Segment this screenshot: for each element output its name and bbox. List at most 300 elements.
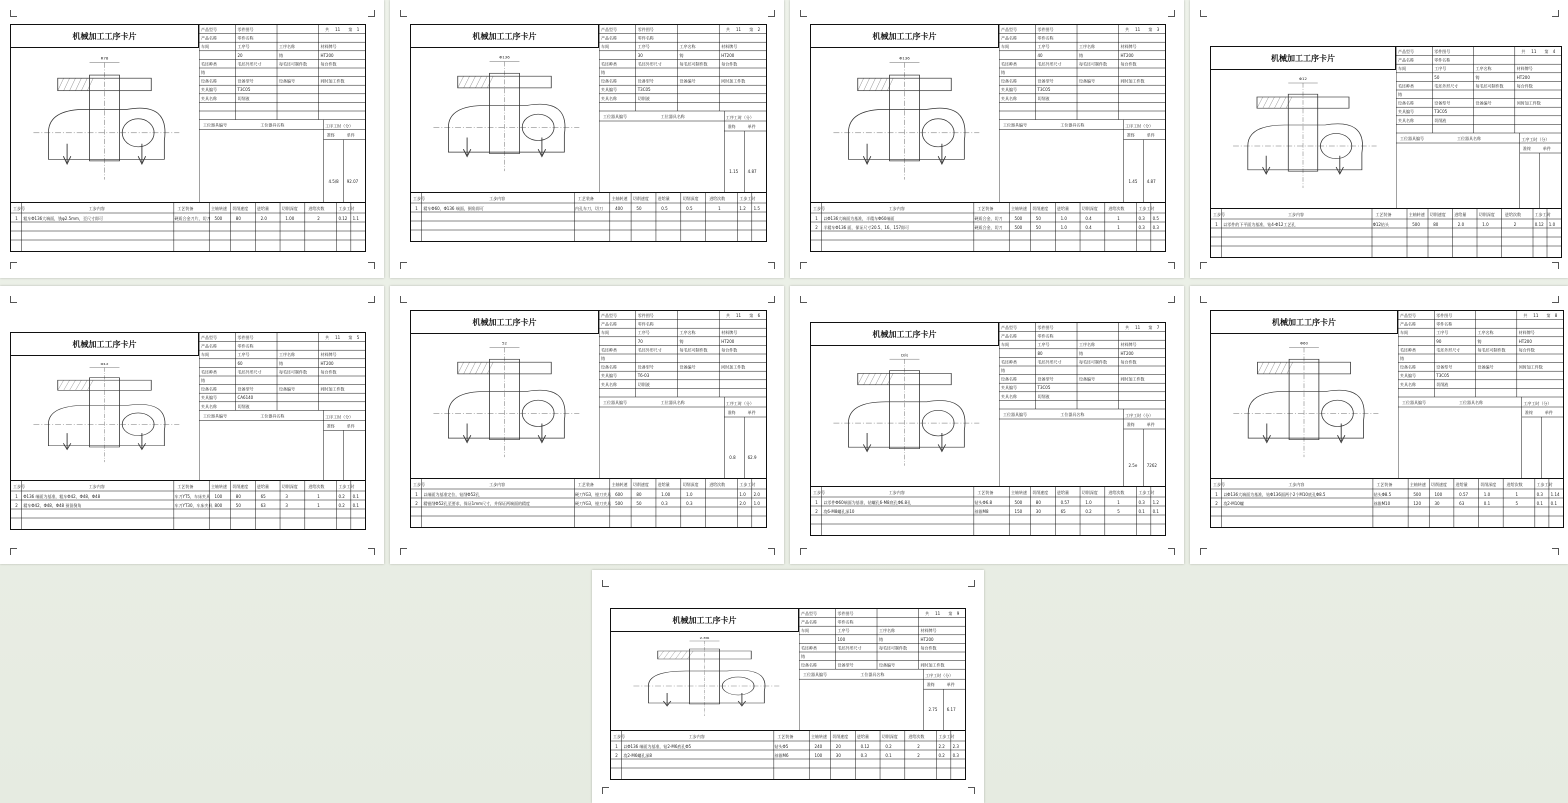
dimension-label: Φ60 (1299, 341, 1309, 346)
step-feed: 0.3 (860, 753, 867, 758)
step-depth: 1.0 (1482, 222, 1489, 227)
grid-cell: T6-03 (637, 373, 650, 379)
step-passes: 5 (1117, 509, 1120, 514)
step-time-1: 2.0 (739, 501, 746, 506)
card-title: 机械加工工序卡片 (411, 311, 599, 334)
step-content: 以Φ136大端面为基准，钻Φ136面两个2个M10底孔Φ8.5 (1223, 492, 1326, 497)
grid-cell: 工序号 (237, 352, 250, 358)
grid-cell: 切削液 (1436, 381, 1449, 387)
page-label: 第 (348, 335, 353, 340)
step-speed: 120 (1413, 501, 1422, 506)
step-passes: 2 (917, 744, 920, 749)
prep-time: 准终 (1523, 146, 1532, 151)
grid-cell: HT200 (320, 52, 334, 58)
steptime-header: 工步工时 (1536, 482, 1553, 487)
cutting-header: 切削速度 (632, 482, 649, 487)
grid-cell: 每毛坯可制件数 (1079, 61, 1108, 67)
grid-cell: 车间 (601, 44, 609, 50)
prep-time: 准终 (727, 124, 736, 129)
grid-cell: 铸 (1001, 70, 1005, 75)
grid-cell: 切削液 (637, 381, 650, 387)
feed-header: 进给量 (257, 484, 270, 489)
page-thumbnail[interactable] (790, 0, 1184, 278)
crop-mark-icon (1552, 548, 1559, 555)
prep-value: 1.45 (1128, 179, 1138, 184)
grid-cell: 铸 (279, 360, 284, 366)
step-equip-header: 工艺装备 (177, 206, 194, 211)
step-content: 攻2-M6螺孔深8 (623, 753, 652, 758)
grid-cell: 工序名称 (1079, 44, 1096, 50)
process-card (610, 608, 966, 780)
station-tool-name: 工位器具名称 (1060, 412, 1085, 417)
step-equip: 车刀YT30，车床夹具 (174, 503, 213, 508)
total-label: 共 (325, 27, 330, 32)
steptime-header: 工步工时 (739, 196, 756, 201)
grid-cell: 产品型号 (1001, 325, 1017, 330)
page-label: 第 (1148, 27, 1153, 32)
grid-cell: 设备型号 (637, 78, 654, 84)
prep-time: 准终 (326, 423, 335, 429)
grid-cell: 设备编号 (1079, 376, 1096, 382)
grid-cell: 工序号 (237, 44, 250, 50)
grid-cell: 铸 (1001, 368, 1005, 373)
unit-value: 62.9 (747, 455, 757, 460)
step-speed: 500 (1014, 500, 1023, 505)
station-tool-name: 工位器具名称 (1459, 400, 1484, 405)
step-content: 半精车Φ136 面，保证尺寸20.5、16、157即可 (823, 225, 910, 230)
part-drawing-icon (433, 62, 579, 172)
grid-cell: 工序号 (637, 330, 650, 336)
passes-header: 进给次数 (1505, 212, 1521, 217)
step-time-2: 2.3 (952, 744, 959, 749)
grid-cell: 夹具编号 (601, 373, 617, 379)
step-no-header: 工步号 (1213, 212, 1225, 217)
page-label: 第 (348, 27, 353, 32)
page-number: 2 (757, 27, 761, 32)
crop-mark-icon (768, 262, 775, 269)
grid-cell: 工序名称 (679, 330, 696, 336)
grid-cell: HT200 (920, 636, 934, 642)
grid-cell: 切削液 (1434, 117, 1447, 123)
grid-cell: 工序号 (637, 44, 650, 50)
grid-cell: 设备编号 (1477, 364, 1494, 370)
grid-cell: 材料牌号 (1516, 66, 1533, 72)
step-depth: 0.1 (1483, 501, 1491, 506)
grid-cell: 车间 (201, 352, 209, 358)
time-quota: 工序工时（分） (1523, 401, 1552, 406)
grid-cell: 同时加工件数 (721, 78, 746, 84)
grid-cell: 100 (837, 636, 846, 642)
step-speed: 150 (1014, 509, 1023, 514)
crop-mark-icon (602, 787, 609, 794)
page-thumbnail[interactable] (0, 286, 384, 564)
step-time-1: 0.2 (338, 494, 345, 499)
step-time-2: 0.1 (1152, 509, 1159, 514)
unit-time: 单件 (1542, 146, 1551, 151)
process-info-grid (999, 323, 1165, 487)
page-thumbnail[interactable] (0, 0, 384, 278)
station-tool-name: 工位器具名称 (260, 413, 285, 419)
grid-cell: HT200 (721, 52, 735, 58)
step-equip-header: 工艺装备 (177, 484, 194, 489)
prep-value: 1.15 (729, 169, 739, 174)
grid-cell: T3C05 (237, 87, 251, 93)
grid-cell: 产品名称 (1400, 321, 1416, 327)
unit-time: 单件 (946, 682, 955, 688)
crop-mark-icon (400, 10, 407, 17)
step-no: 2 (1215, 501, 1218, 506)
grid-cell: 50 (1434, 74, 1440, 80)
step-equip: 车刀YT5，车床夹具 (174, 494, 210, 499)
grid-cell: 工序名称 (679, 44, 696, 50)
step-no-header: 工步号 (1213, 482, 1225, 487)
dimension-label: R78 (100, 56, 109, 61)
grid-cell: 设备型号 (237, 78, 254, 84)
step-content: 以端面为基准定位，钻削Φ52孔 (423, 492, 480, 497)
cutting-header: 切削速度 (1032, 206, 1049, 211)
step-feed: 0.5 (661, 206, 668, 211)
step-feed: 2.0 (260, 216, 267, 221)
grid-cell: 夹具编号 (1400, 373, 1416, 379)
step-time-2: 1.0 (1548, 222, 1556, 227)
grid-cell: 每毛坯可制件数 (279, 61, 308, 67)
crop-mark-icon (368, 296, 375, 303)
prep-time: 准终 (727, 410, 736, 415)
part-sketch (411, 47, 598, 193)
grid-cell: 工序名称 (1475, 66, 1492, 72)
grid-cell: 铸 (601, 70, 605, 75)
grid-cell: 每台件数 (320, 369, 337, 375)
step-no: 1 (615, 744, 618, 749)
cutting-header: 切削速度 (232, 484, 249, 489)
grid-cell: 材料牌号 (1120, 44, 1137, 50)
grid-cell: 铸 (801, 654, 805, 659)
unit-time: 单件 (346, 423, 355, 429)
total-pages: 11 (735, 313, 742, 318)
cutting-header: 切削速度 (1429, 212, 1446, 217)
step-vel: 50 (636, 501, 642, 506)
depth-header: 切削深度 (682, 482, 699, 487)
step-vel: 20 (835, 744, 841, 749)
grid-cell: 每台件数 (920, 645, 937, 651)
unit-value: 92.07 (346, 179, 359, 184)
step-vel: 50 (1035, 225, 1041, 230)
crop-mark-icon (602, 580, 609, 587)
step-time-2: 0.1 (352, 494, 359, 499)
crop-mark-icon (368, 548, 375, 555)
grid-cell: 工序号 (1037, 44, 1050, 50)
step-content: Φ136 端面为基准，粗车Φ42、Φ48、Φ48 (23, 494, 101, 499)
step-time-2: 1.0 (753, 501, 760, 506)
step-equip: Φ12钻头 (1372, 222, 1389, 227)
crop-mark-icon (368, 10, 375, 17)
grid-cell: 60 (237, 360, 243, 366)
unit-time: 单件 (1146, 132, 1155, 138)
passes-header: 进给次数 (1108, 206, 1125, 211)
step-equip: 钻头Φ5 (774, 744, 789, 749)
part-drawing-icon (1233, 348, 1378, 458)
step-speed: 100 (214, 494, 223, 499)
step-no-header: 工步号 (13, 206, 25, 211)
part-sketch (1211, 69, 1395, 209)
step-feed: 65 (1060, 509, 1066, 514)
grid-cell: 工序名称 (1079, 342, 1096, 348)
time-quota: 工序工时（分） (725, 115, 754, 120)
step-content: 攻2-M10螺 (1223, 501, 1244, 506)
step-passes: 1 (1117, 500, 1120, 505)
total-label: 共 (925, 611, 930, 616)
grid-cell: 产品型号 (1001, 27, 1017, 32)
step-no: 2 (815, 509, 818, 514)
part-sketch (11, 355, 198, 481)
feed-header: 进给量 (1057, 206, 1070, 211)
step-equip-header: 工艺装备 (977, 490, 994, 495)
step-equip: 钻头Φ8.5 (1373, 492, 1392, 497)
step-no: 2 (415, 501, 418, 506)
step-no-header: 工步号 (13, 484, 25, 489)
process-steps-table (411, 192, 766, 241)
dimension-label: 2-M6 (699, 636, 710, 640)
step-time-1: 0.3 (1138, 500, 1145, 505)
unit-time: 单件 (747, 410, 756, 415)
step-depth: 1.00 (285, 216, 295, 221)
grid-cell: 铸 (201, 378, 205, 383)
step-depth: 1.0 (686, 492, 693, 497)
process-card (10, 332, 366, 530)
step-no: 1 (415, 492, 418, 497)
total-label: 共 (1523, 313, 1528, 318)
page-thumbnail[interactable] (1190, 0, 1568, 278)
prep-value: 2.75 (928, 707, 938, 712)
feed-header: 进给量 (257, 206, 270, 211)
step-equip: 钻头Φ6.8 (974, 500, 993, 505)
crop-mark-icon (768, 548, 775, 555)
grid-cell: 毛坯外形尺寸 (1436, 347, 1461, 353)
grid-cell: 设备名称 (601, 364, 617, 370)
page-number: 8 (1554, 313, 1558, 318)
grid-cell: HT200 (721, 338, 735, 344)
part-sketch (1211, 333, 1397, 479)
step-time-2: 0.3 (952, 753, 959, 758)
prep-time: 准终 (1525, 410, 1534, 415)
process-steps-table (611, 730, 965, 779)
step-content: 精车Φ42、Φ48、Φ48 预留倒角 (23, 503, 82, 508)
step-content-header: 工步内容 (88, 206, 105, 211)
grid-cell: 材料牌号 (721, 44, 738, 50)
grid-cell: 夹具名称 (201, 403, 217, 409)
step-content: 精镗削Φ52孔至要求，保证1mm尺寸，并保证两端面的精度 (423, 501, 531, 506)
part-drawing-icon (633, 641, 779, 716)
step-speed: 800 (214, 503, 223, 508)
depth-header: 切削深度 (281, 484, 298, 489)
grid-cell: 零件图号 (1037, 27, 1054, 32)
step-feed: 0.57 (1459, 492, 1469, 497)
feed-header: 进给量 (1454, 212, 1467, 217)
spindle-header: 主轴转速 (611, 482, 628, 487)
time-quota: 工序工时（分） (1125, 413, 1154, 418)
process-steps-table (1211, 478, 1563, 527)
total-pages: 11 (1533, 313, 1539, 318)
step-feed: 1.00 (661, 492, 671, 497)
grid-cell: 同时加工件数 (721, 364, 746, 370)
grid-cell: 设备名称 (1398, 100, 1414, 106)
time-quota: 工序工时（分） (725, 401, 754, 406)
grid-cell: 产品名称 (201, 343, 217, 349)
step-time-1: 0.2 (338, 503, 345, 508)
grid-cell: 设备型号 (637, 364, 654, 370)
grid-cell: 产品名称 (201, 35, 217, 41)
crop-mark-icon (1168, 10, 1175, 17)
step-no: 2 (615, 753, 618, 758)
step-time-1: 0.3 (1138, 225, 1145, 230)
depth-header: 切削深度 (682, 196, 699, 201)
cutting-header: 切削速度 (1431, 482, 1447, 487)
grid-cell: 每台件数 (320, 61, 337, 67)
part-drawing-icon (833, 359, 979, 466)
grid-cell: 零件图号 (637, 313, 654, 318)
card-title: 机械加工工序卡片 (1211, 47, 1396, 70)
card-title: 机械加工工序卡片 (11, 25, 199, 48)
step-equip: 丝锥M8 (974, 509, 989, 514)
step-equip: 丝锥M6 (774, 753, 789, 758)
grid-cell: 同时加工件数 (320, 386, 345, 392)
grid-cell: 设备名称 (1001, 376, 1017, 382)
station-tool-no: 工位器具编号 (1003, 122, 1027, 128)
station-tool-no: 工位器具编号 (203, 413, 227, 419)
grid-cell: 工序名称 (279, 44, 296, 50)
grid-cell: 设备型号 (1037, 376, 1054, 382)
step-content-header: 工步内容 (489, 482, 506, 487)
step-time-2: 1.2 (1152, 500, 1159, 505)
step-time-2: 1.14 (1550, 492, 1560, 497)
step-content: 以零件的下平面为基准，钻4-Φ12工艺孔 (1223, 222, 1296, 227)
step-content-header: 工步内容 (1288, 212, 1304, 217)
grid-cell: 设备编号 (279, 78, 296, 84)
grid-cell: 设备编号 (679, 78, 696, 84)
grid-cell: 产品型号 (601, 27, 617, 32)
grid-cell: 每毛坯可制件数 (1475, 83, 1504, 89)
total-pages: 11 (1135, 27, 1141, 32)
step-feed: 2.0 (1457, 222, 1465, 227)
process-steps-table (811, 202, 1165, 251)
crop-mark-icon (800, 262, 807, 269)
grid-cell: 40 (1037, 52, 1043, 58)
step-equip-header: 工艺装备 (577, 196, 594, 201)
grid-cell: 每毛坯可制件数 (679, 61, 708, 67)
station-tool-no: 工位器具编号 (1400, 136, 1424, 141)
grid-cell: 车间 (201, 44, 209, 50)
step-feed: 1.0 (1060, 225, 1067, 230)
feed-header: 进给量 (657, 482, 670, 487)
step-passes: 1 (317, 494, 320, 499)
step-speed: 500 (1014, 216, 1023, 221)
page-number: 9 (956, 611, 960, 616)
passes-header: 进给次数 (308, 206, 325, 211)
page-thumbnail[interactable] (592, 570, 984, 803)
depth-header: 切削深度 (1081, 206, 1098, 211)
station-tool-no: 工位器具编号 (803, 672, 827, 678)
step-depth: 0.2 (885, 744, 892, 749)
page-thumbnail[interactable] (1190, 286, 1568, 564)
grid-cell: 每台件数 (721, 61, 738, 67)
step-depth: 3 (285, 494, 288, 499)
feed-header: 进给量 (857, 734, 870, 739)
page-thumbnail[interactable] (790, 286, 1184, 564)
step-vel: 50 (1035, 216, 1041, 221)
part-drawing-icon (1233, 83, 1377, 188)
step-vel: 80 (1035, 500, 1041, 505)
grid-cell: 工序名称 (879, 628, 896, 634)
dimension-label: Φ136 (499, 55, 510, 60)
step-depth: 0.3 (686, 501, 693, 506)
total-label: 共 (1125, 325, 1130, 330)
step-feed: 1.0 (1060, 216, 1067, 221)
grid-cell: 产品名称 (1398, 57, 1414, 63)
step-content: 粗车Φ136大端面，铣φ2.5mm，至尺寸即可 (23, 216, 103, 221)
crop-mark-icon (800, 548, 807, 555)
station-tool-name: 工位器具名称 (660, 114, 685, 119)
process-steps-table (1211, 208, 1561, 257)
depth-header: 切削深度 (1478, 212, 1495, 217)
crop-mark-icon (768, 10, 775, 17)
step-speed: 500 (1014, 225, 1023, 230)
passes-header: 进给次数 (709, 196, 726, 201)
grid-cell: 零件图号 (237, 27, 254, 32)
step-depth: 0.1 (885, 753, 892, 758)
grid-cell: 设备编号 (879, 662, 896, 668)
step-time-1: 0.2 (938, 753, 945, 758)
spindle-header: 主轴转速 (211, 484, 228, 489)
grid-cell: 车间 (1001, 44, 1009, 50)
step-depth: 3 (285, 503, 288, 508)
grid-cell: 产品名称 (1001, 35, 1017, 41)
grid-cell: 零件图号 (837, 611, 854, 616)
step-time-1: 1.0 (739, 492, 746, 497)
grid-cell: 毛坯种类 (801, 645, 817, 651)
process-info-grid (999, 25, 1165, 203)
page-thumbnail[interactable] (390, 0, 784, 278)
grid-cell: HT200 (1120, 52, 1134, 58)
grid-cell: 铸 (679, 52, 684, 58)
prep-value: 0.8 (729, 455, 736, 460)
unit-value: 6.17 (946, 707, 956, 712)
grid-cell: 毛坯种类 (1398, 83, 1414, 89)
page-number: 4 (1552, 49, 1556, 54)
page-label: 第 (1546, 313, 1551, 318)
grid-cell: 90 (1436, 338, 1442, 344)
step-content: 精车Φ60、Φ136 端面，倒角即可 (423, 206, 484, 211)
crop-mark-icon (10, 296, 17, 303)
step-time-1: 0.3 (1138, 216, 1145, 221)
step-no-header: 工步号 (413, 482, 425, 487)
process-info-grid (799, 609, 965, 731)
page-thumbnail[interactable] (390, 286, 784, 564)
spindle-header: 主轴转速 (611, 196, 628, 201)
grid-cell: 工序名称 (1477, 330, 1494, 336)
step-vel: 30 (1434, 501, 1440, 506)
passes-header: 进给次数 (908, 734, 925, 739)
grid-cell: 毛坯外形尺寸 (237, 61, 262, 67)
unit-value: 4.87 (1146, 179, 1156, 184)
step-content: 攻6-M8螺孔深10 (823, 509, 855, 514)
grid-cell: HT200 (1518, 338, 1532, 344)
step-passes: 2 (317, 216, 320, 221)
dimension-label: D向 (901, 353, 908, 358)
grid-cell: 工序号 (837, 628, 850, 634)
grid-cell: 设备名称 (201, 78, 217, 84)
grid-cell: 工序号 (1434, 66, 1447, 72)
feed-header: 进给量 (1455, 482, 1468, 487)
